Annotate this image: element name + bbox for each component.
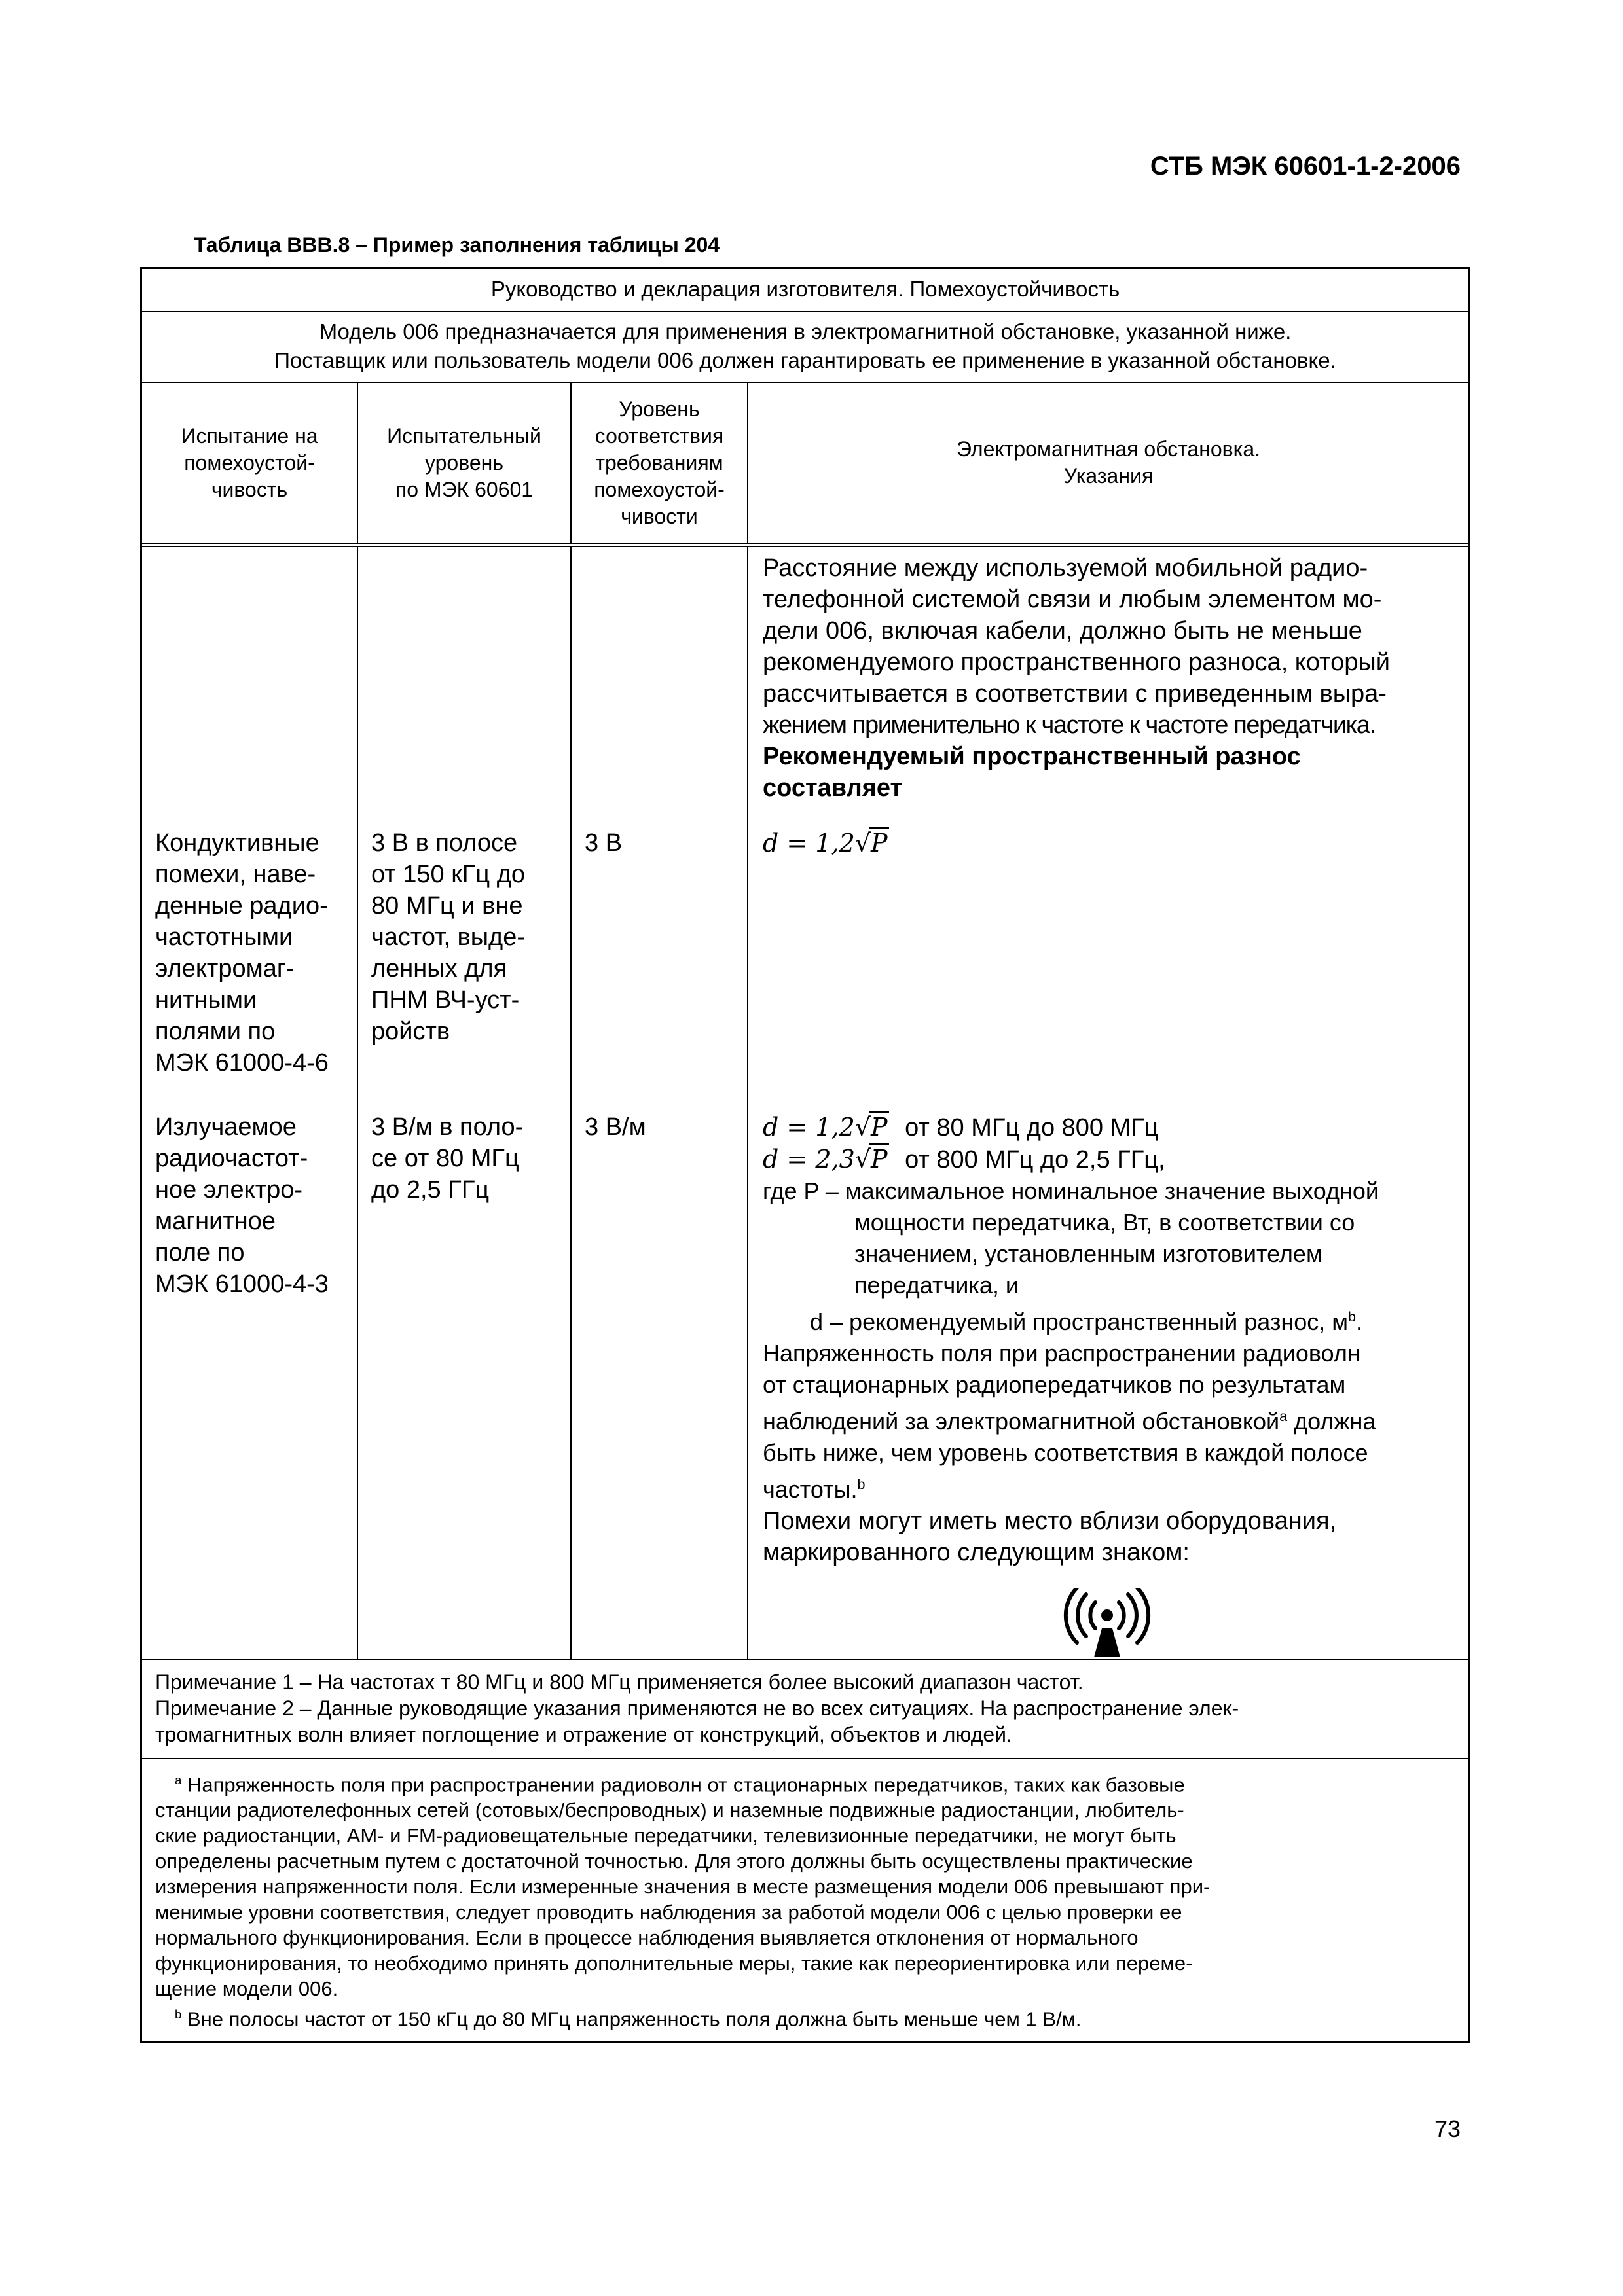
field-line: Напряженность поля при распространении радиоволн <box>763 1340 1360 1367</box>
formula-var: P <box>870 1145 888 1174</box>
header-test-level <box>358 383 572 543</box>
footnote-line: щение модели 006. <box>155 1977 338 2001</box>
header-test-line: Испытание на <box>181 423 318 448</box>
test-column <box>142 547 358 1659</box>
formula-var: P <box>870 1113 888 1141</box>
where-p-continued <box>763 1207 1461 1301</box>
formula-2: d = 2,3√P от 800 МГц до 2,5 ГГц, <box>763 1145 1165 1174</box>
row1-level-line: 3 В в полосе <box>371 829 518 857</box>
row2-test-line: Излучаемое <box>155 1113 297 1141</box>
footnote-mark: a <box>175 1773 182 1787</box>
formula-range: от 80 МГц до 800 МГц <box>905 1114 1159 1141</box>
header-env-line: Электромагнитная обстановка. <box>956 437 1261 461</box>
guidance-line: рекомендуемого пространственного разноса, который <box>763 649 1390 676</box>
footnote-line: функционирования, то необходимо принять дополнительные меры, такие как переориентировка или переме- <box>155 1952 1193 1975</box>
header-level-line: Испытательный <box>387 423 541 448</box>
formula-text: d = 2,3 <box>763 1145 855 1174</box>
row2-test-line: радиочастот- <box>155 1145 308 1172</box>
header-level-line: по МЭК 60601 <box>395 477 534 501</box>
row1-level-line: ленных для <box>371 955 507 982</box>
formula-range: от 800 МГц до 2,5 ГГц, <box>905 1146 1165 1174</box>
intro-line-1: Модель 006 предназначается для применения в электромагнитной обстановке, указанной ниже. <box>319 319 1292 344</box>
guidance-line: рассчитывается в соответствии с приведенным выра- <box>763 680 1387 708</box>
table-intro <box>142 312 1468 383</box>
header-compliance-line: требованиям <box>595 450 723 475</box>
header-level-line: уровень <box>424 450 503 475</box>
row2-level <box>371 1111 523 1206</box>
footnote-line: менимые уровни соответствия, следует проводить наблюдения за работой модели 006 с целью проверки ее <box>155 1901 1182 1924</box>
footnote-line: ские радиостанции, AM- и FM-радиовещательные передатчики, телевизионные передатчики, не могут быть <box>155 1824 1176 1848</box>
row2-compliance: 3 В/м <box>585 1113 646 1141</box>
row1-test <box>155 827 329 1079</box>
interference-line: Помехи могут иметь место вблизи оборудования, <box>763 1507 1337 1535</box>
footnote-text: Вне полосы частот от 150 кГц до 80 МГц напряженность поля должна быть меньше чем 1 В/м. <box>181 2007 1082 2031</box>
row2-test-line: поле по <box>155 1239 245 1266</box>
row2-test-line: ное электро- <box>155 1176 303 1204</box>
intro-line-2: Поставщик или пользователь модели 006 должен гарантировать ее применение в указанной обстановке. <box>274 348 1336 372</box>
row1-compliance: 3 В <box>585 829 623 857</box>
footnote-a-first <box>155 1767 1455 1797</box>
header-compliance-line: помехоустой- <box>594 477 725 501</box>
row1-test-line: денные радио- <box>155 892 328 920</box>
field-line: от стационарных радиопередатчиков по результатам <box>763 1371 1346 1398</box>
row1-test-line: помехи, наве- <box>155 861 316 888</box>
note-line: Примечание 1 – На частотах т 80 МГц и 800 МГц применяется более высокий диапазон частот. <box>155 1670 1084 1694</box>
page-number: 73 <box>1434 2115 1461 2142</box>
row1-level-line: частот, выде- <box>371 924 525 951</box>
row2-level-line: до 2,5 ГГц <box>371 1176 490 1204</box>
where-d-text: d – рекомендуемый пространственный разнос, м <box>810 1308 1349 1335</box>
table-notes <box>142 1660 1468 1759</box>
table-body <box>142 547 1468 1660</box>
header-compliance-level <box>572 383 748 543</box>
recommended-heading: Рекомендуемый пространственный разнос <box>763 743 1301 770</box>
header-test <box>142 383 358 543</box>
header-env-line: Указания <box>1063 464 1154 488</box>
row2-level-line: 3 В/м в поло- <box>371 1113 524 1141</box>
row1-formula: d = 1,2√P <box>763 829 888 857</box>
where-p-line: значением, установленным изготовителем <box>854 1240 1322 1267</box>
row1-test-line: Кондуктивные <box>155 829 319 857</box>
footnote-ref: b <box>1348 1308 1357 1325</box>
footnote-b <box>155 2001 1455 2032</box>
row2-test-line: МЭК 61000-4-3 <box>155 1270 329 1298</box>
table-footnotes <box>142 1759 1468 2041</box>
row2-level-line: се от 80 МГц <box>371 1145 519 1172</box>
field-line: быть ниже, чем уровень соответствия в каждой полосе <box>763 1439 1368 1466</box>
non-ionizing-radiation-icon <box>1061 1588 1153 1660</box>
recommended-heading: составляет <box>763 774 903 802</box>
header-em-environment <box>748 383 1468 543</box>
footnote-line: станции радиотелефонных сетей (сотовых/беспроводных) и наземные подвижные радиостанции, любитель- <box>155 1799 1184 1822</box>
header-test-line: помехоустой- <box>184 450 315 475</box>
formula-text: d = 1,2 <box>763 1113 855 1141</box>
formula-text: d = 1,2 <box>763 829 855 857</box>
test-level-column <box>358 547 572 1659</box>
row1-test-line: полями по <box>155 1018 276 1045</box>
row1-level-line: ройств <box>371 1018 450 1045</box>
intro-guidance <box>763 552 1461 804</box>
where-p: где P – максимальное номинальное значение выходной <box>763 1177 1379 1204</box>
row1-test-line: частотными <box>155 924 293 951</box>
note-line: тромагнитных волн влияет поглощение и отражение от конструкций, объектов и людей. <box>155 1723 1012 1746</box>
footnote-text: Напряженность поля при распространении радиоволн от стационарных передатчиков, таких как базовые <box>181 1773 1185 1797</box>
field-line <box>763 1401 1461 1437</box>
field-line <box>763 1469 1461 1505</box>
row2-guidance <box>763 1111 1461 1568</box>
table-title: Руководство и декларация изготовителя. Помехоустойчивость <box>142 269 1468 312</box>
header-test-line: чивость <box>211 477 288 501</box>
where-d: d – рекомендуемый пространственный разнос, $м^b$. <box>810 1308 1363 1335</box>
emc-declaration-table <box>140 267 1470 2043</box>
guidance-line: жением применительно к частоте к частоте передатчика. <box>763 711 1376 739</box>
header-compliance-line: Уровень <box>619 397 700 421</box>
where-p-line: мощности передатчика, Вт, в соответствии со <box>854 1209 1355 1236</box>
footnote-line: измерения напряженности поля. Если измеренные значения в месте размещения модели 006 превышают при- <box>155 1875 1211 1899</box>
row1-test-line: электромаг- <box>155 955 295 982</box>
note-line: Примечание 2 – Данные руководящие указания применяются не во всех ситуациях. На распространение элек- <box>155 1696 1239 1720</box>
standard-code: СТБ МЭК 60601-1-2-2006 <box>1150 152 1461 181</box>
formula-var: P <box>870 829 888 857</box>
row1-level-line: ПНМ ВЧ-уст- <box>371 986 520 1014</box>
column-headers <box>142 383 1468 547</box>
footnote-mark: b <box>175 2007 182 2022</box>
row2-test <box>155 1111 329 1300</box>
formula-1: d = 1,2√P от 80 МГц до 800 МГц <box>763 1113 1159 1141</box>
footnote-ref: b <box>857 1476 866 1492</box>
table-caption: Таблица ВВВ.8 – Пример заполнения таблицы 204 <box>194 233 720 257</box>
row1-level-line: от 150 кГц до <box>371 861 526 888</box>
footnote-ref: a <box>1279 1408 1288 1424</box>
footnote-line: определены расчетным путем с достаточной точностью. Для этого должны быть осуществлены практические <box>155 1850 1193 1873</box>
row1-level-line: 80 МГц и вне <box>371 892 523 920</box>
header-compliance-line: чивости <box>621 504 698 528</box>
compliance-column <box>572 547 748 1659</box>
guidance-line: Расстояние между используемой мобильной радио- <box>763 554 1368 582</box>
where-p-line: передатчика, и <box>854 1272 1019 1299</box>
header-compliance-line: соответствия <box>594 423 724 448</box>
row1-level <box>371 827 525 1047</box>
footnote-line: нормального функционирования. Если в процессе наблюдения выявляется отклонения от нормального <box>155 1926 1139 1950</box>
row2-test-line: магнитное <box>155 1208 276 1235</box>
guidance-line: телефонной системой связи и любым элементом мо- <box>763 586 1382 613</box>
row1-test-line: нитными <box>155 986 257 1014</box>
environment-column <box>748 547 1468 1659</box>
interference-line: маркированного следующим знаком: <box>763 1539 1190 1566</box>
field-text: частоты. <box>763 1476 858 1503</box>
field-text: наблюдений за электромагнитной обстановкой <box>763 1408 1280 1435</box>
field-text: должна <box>1287 1408 1376 1435</box>
guidance-line: дели 006, включая кабели, должно быть не меньше <box>763 617 1362 645</box>
row1-test-line: МЭК 61000-4-6 <box>155 1049 329 1077</box>
